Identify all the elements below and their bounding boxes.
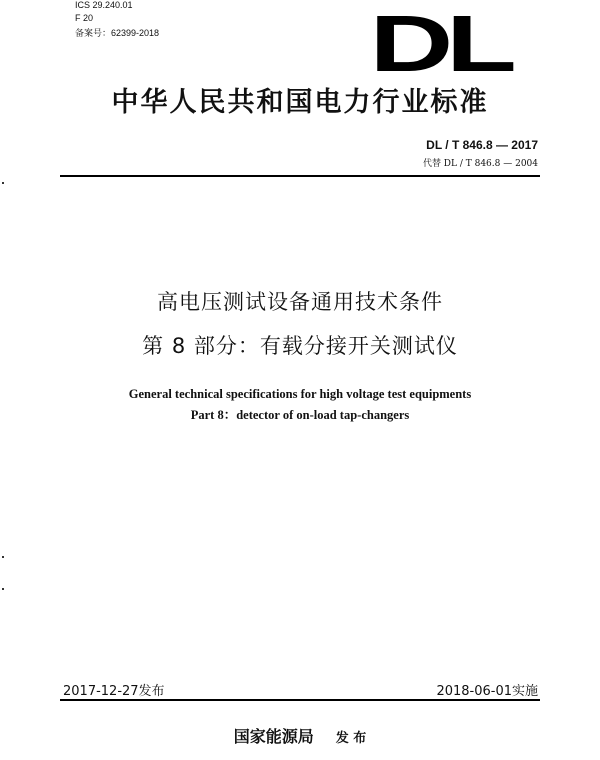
implementation-date: 2018-06-01实施 <box>436 684 538 699</box>
publisher-name: 国家能源局 <box>233 727 314 746</box>
chinese-title-line-1: 高电压测试设备通用技术条件 <box>157 290 443 314</box>
scan-artifact-dot <box>2 182 4 184</box>
standard-number: DL / T 846.8 — 2017 <box>426 138 538 152</box>
chinese-title-line-2: 第 8 部分：有载分接开关测试仪 <box>142 334 458 358</box>
record-number: 备案号：62399-2018 <box>75 28 160 38</box>
scan-artifact-dot <box>2 588 4 590</box>
classification-code: F 20 <box>75 13 94 23</box>
publisher-line <box>0 724 600 747</box>
publisher-suffix: 发 布 <box>335 731 367 746</box>
bottom-divider <box>60 699 540 701</box>
standard-category-title: 中华人民共和国电力行业标准 <box>111 87 489 118</box>
scan-artifact-dot <box>2 556 4 558</box>
issue-date: 2017-12-27发布 <box>63 684 165 699</box>
dl-logo: DL <box>369 0 510 88</box>
ics-code: ICS 29.240.01 <box>75 0 133 10</box>
english-title-line-2: Part 8：detector of on-load tap-changers <box>190 408 410 422</box>
top-divider <box>60 175 540 177</box>
english-title-line-1: General technical specifications for high voltage test equipments <box>128 387 472 401</box>
replaces-note: 代替 DL / T 846.8 — 2004 <box>422 159 538 169</box>
